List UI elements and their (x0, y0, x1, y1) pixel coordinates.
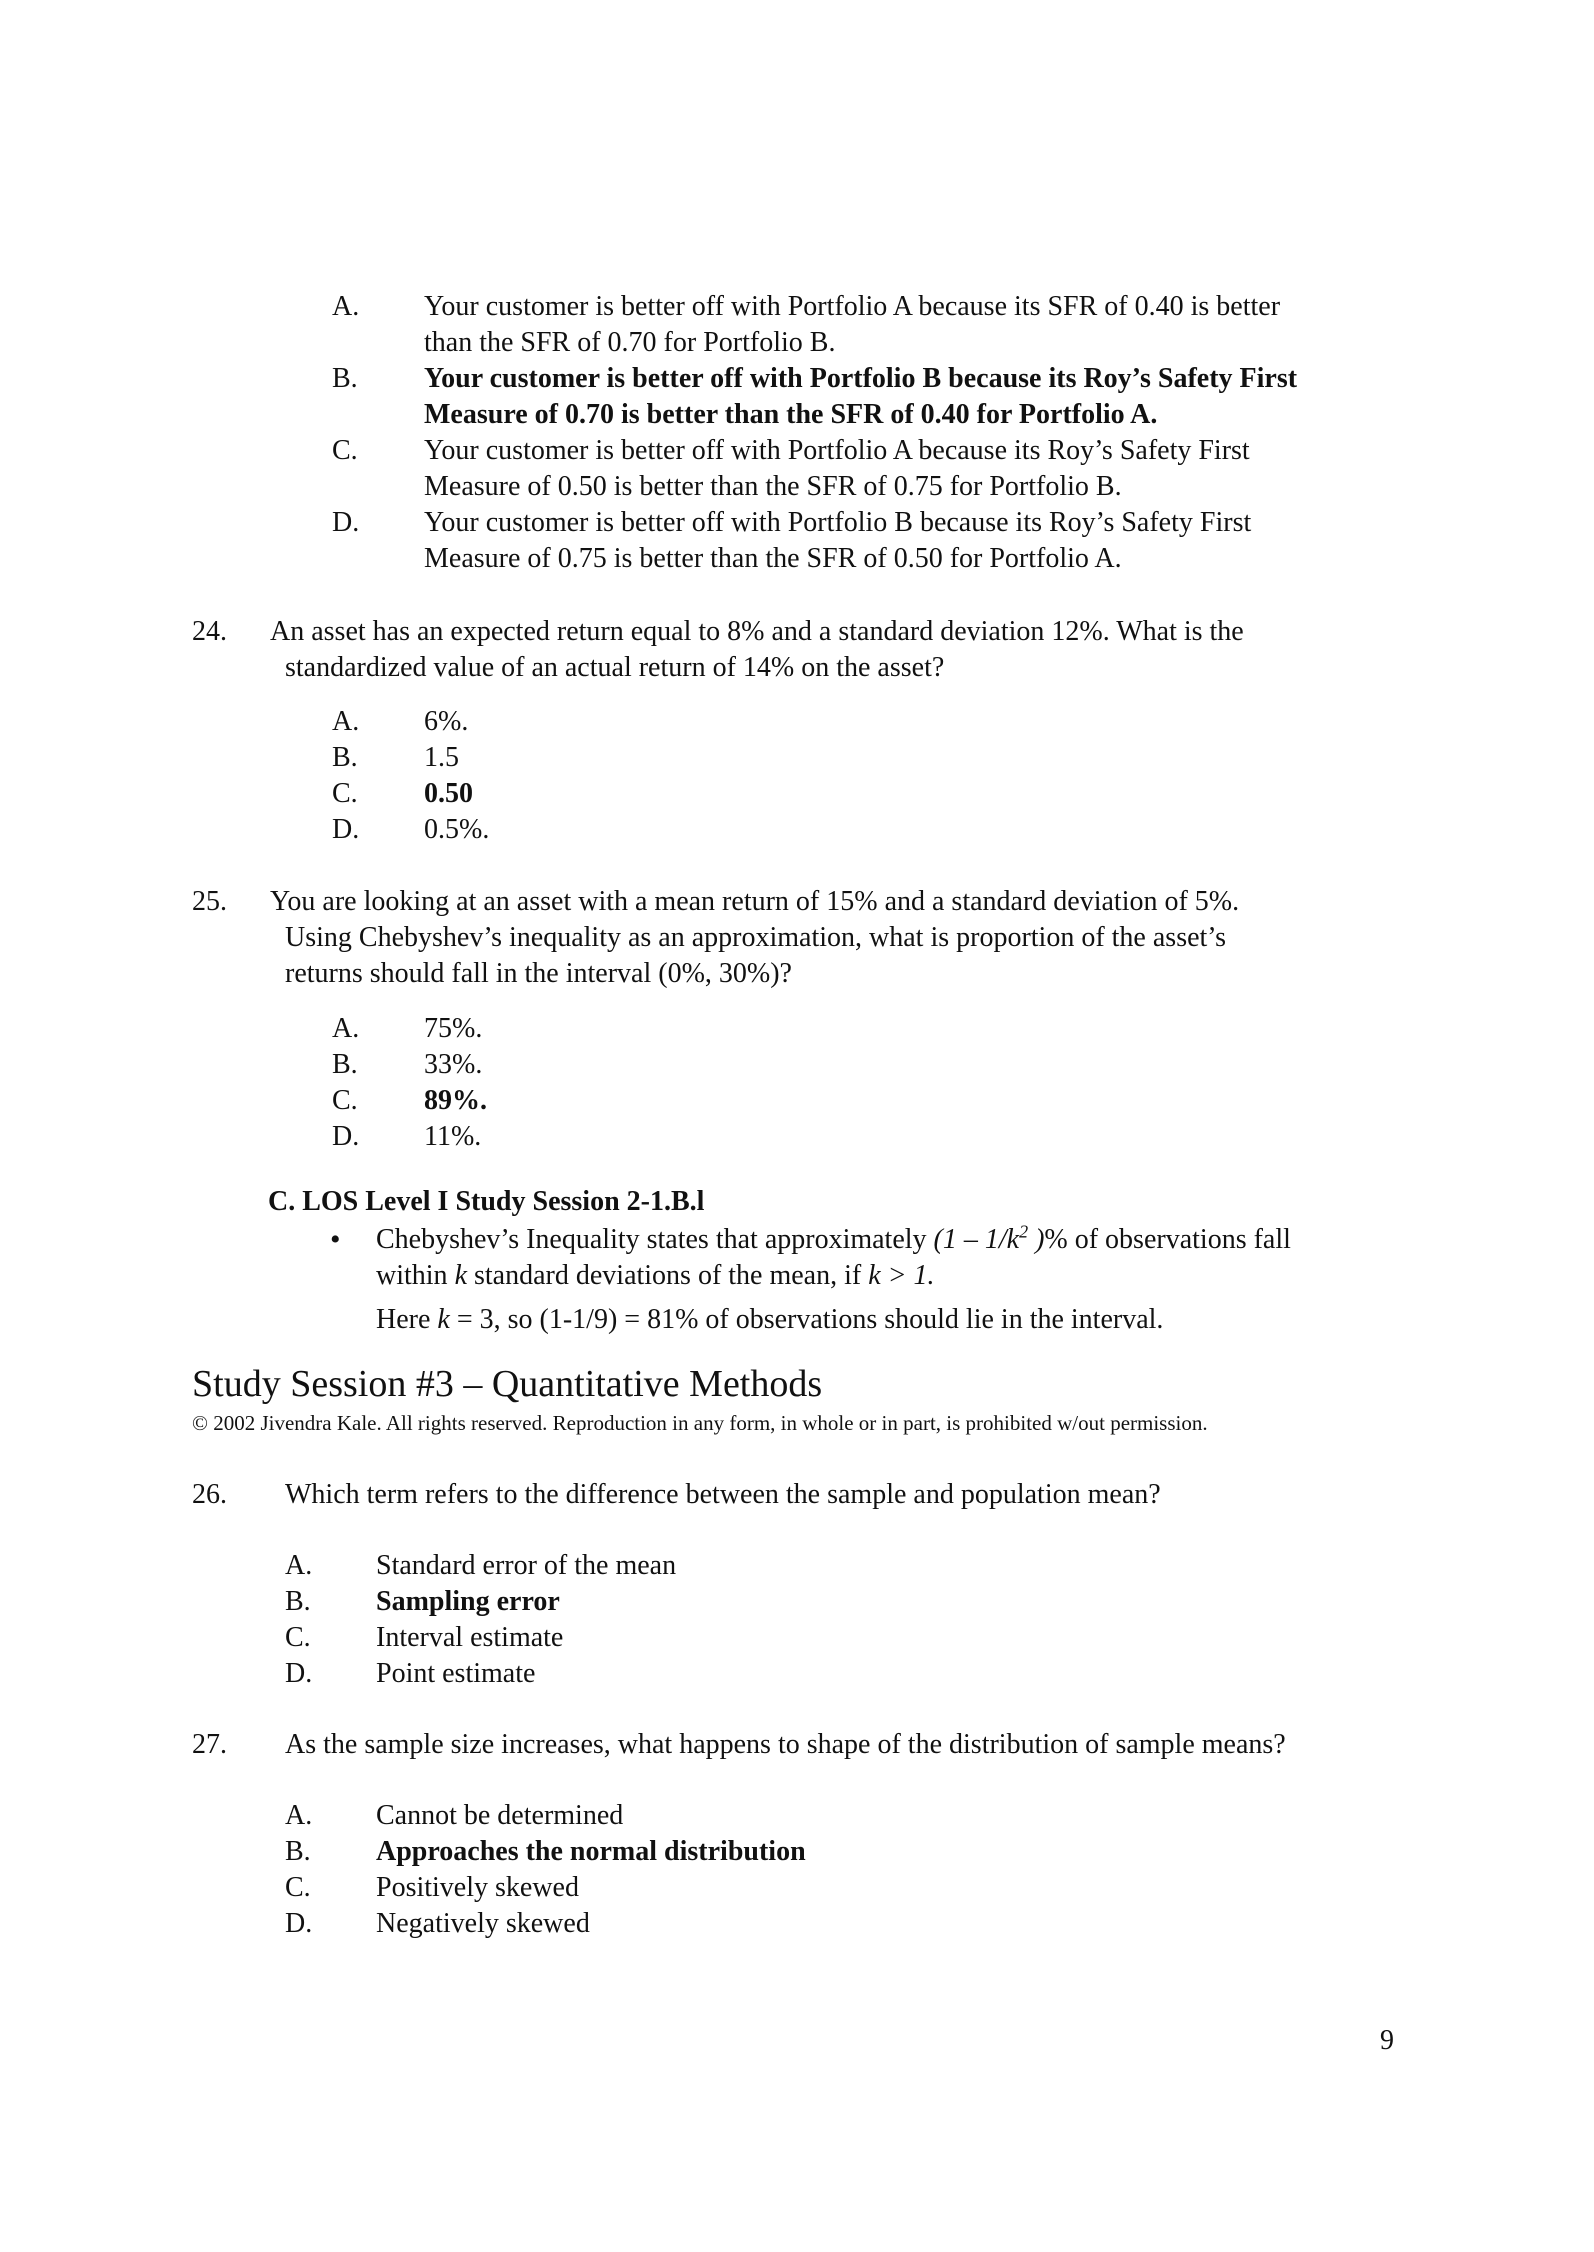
explanation-line: Here k = 3, so (1-1/9) = 81% of observations should lie in the interval. (376, 1304, 1164, 1335)
question-text: An asset has an expected return equal to 8% and a standard deviation 12%. What is the (270, 616, 1244, 647)
option-letter: D. (332, 814, 360, 845)
option-letter: D. (285, 1908, 313, 1939)
option-text: 75%. (424, 1013, 483, 1044)
explanation-line: Chebyshev’s Inequality states that approximately ($1 - 1/k^2$ )% of observations fall (376, 1221, 1291, 1255)
option-letter: D. (285, 1658, 313, 1689)
copyright-notice: © 2002 Jivendra Kale. All rights reserved. Reproduction in any form, in whole or in part, is prohibited w/out permission. (192, 1411, 1208, 1435)
question-text: Which term refers to the difference between the sample and population mean? (285, 1479, 1161, 1510)
option-text: than the SFR of 0.70 for Portfolio B. (424, 327, 836, 358)
option-letter: B. (285, 1586, 311, 1617)
option-letter: A. (285, 1800, 313, 1831)
option-text-correct: Sampling error (376, 1586, 560, 1617)
option-text: Positively skewed (376, 1872, 579, 1903)
explanation-heading: C. LOS Level I Study Session 2-1.B.l (268, 1186, 705, 1217)
option-letter: A. (285, 1550, 313, 1581)
option-letter: C. (332, 1085, 358, 1116)
option-text: 0.5%. (424, 814, 490, 845)
option-letter: B. (332, 1049, 358, 1080)
option-text: 1.5 (424, 742, 459, 773)
option-text: Interval estimate (376, 1622, 564, 1653)
question-number: 27. (192, 1729, 227, 1760)
option-text: Measure of 0.75 is better than the SFR of 0.50 for Portfolio A. (424, 543, 1122, 574)
option-text: 33%. (424, 1049, 483, 1080)
question-number: 25. (192, 886, 227, 917)
bullet-icon: • (330, 1223, 341, 1256)
option-text: 6%. (424, 706, 469, 737)
option-text-correct: Measure of 0.70 is better than the SFR of 0.40 for Portfolio A. (424, 399, 1158, 430)
option-text: Measure of 0.50 is better than the SFR of 0.75 for Portfolio B. (424, 471, 1122, 502)
option-text: Negatively skewed (376, 1908, 590, 1939)
section-title: Study Session #3 – Quantitative Methods (192, 1363, 823, 1405)
option-letter: B. (332, 742, 358, 773)
option-text: 11%. (424, 1121, 482, 1152)
question-text: returns should fall in the interval (0%, 30%)? (285, 958, 792, 989)
option-letter: C. (285, 1622, 311, 1653)
explanation-line: within k standard deviations of the mean, if k > 1. (376, 1260, 935, 1291)
option-letter: B. (285, 1836, 311, 1867)
question-number: 26. (192, 1479, 227, 1510)
option-letter: C. (285, 1872, 311, 1903)
option-text: Your customer is better off with Portfolio A because its Roy’s Safety First (424, 435, 1250, 466)
question-number: 24. (192, 616, 227, 647)
page-number: 9 (1380, 2025, 1394, 2056)
option-text: Cannot be determined (376, 1800, 624, 1831)
option-text-correct: 0.50 (424, 778, 473, 809)
option-text-correct: 89%. (424, 1085, 487, 1116)
option-letter: A. (332, 291, 360, 322)
option-letter: C. (332, 435, 358, 466)
option-text: Your customer is better off with Portfolio B because its Roy’s Safety First (424, 507, 1252, 538)
question-text: standardized value of an actual return of 14% on the asset? (285, 652, 945, 683)
option-letter: A. (332, 1013, 360, 1044)
option-letter: D. (332, 507, 360, 538)
option-letter: B. (332, 363, 358, 394)
option-letter: A. (332, 706, 360, 737)
option-text-correct: Approaches the normal distribution (376, 1836, 806, 1867)
option-letter: D. (332, 1121, 360, 1152)
option-text-correct: Your customer is better off with Portfolio B because its Roy’s Safety First (424, 363, 1298, 394)
option-letter: C. (332, 778, 358, 809)
option-text: Point estimate (376, 1658, 536, 1689)
option-text: Your customer is better off with Portfolio A because its SFR of 0.40 is better (424, 291, 1281, 322)
question-text: You are looking at an asset with a mean return of 15% and a standard deviation of 5%. (270, 886, 1240, 917)
option-text: Standard error of the mean (376, 1550, 677, 1581)
question-text: As the sample size increases, what happens to shape of the distribution of sample means? (285, 1729, 1286, 1760)
question-text: Using Chebyshev’s inequality as an approximation, what is proportion of the asset’s (285, 922, 1226, 953)
